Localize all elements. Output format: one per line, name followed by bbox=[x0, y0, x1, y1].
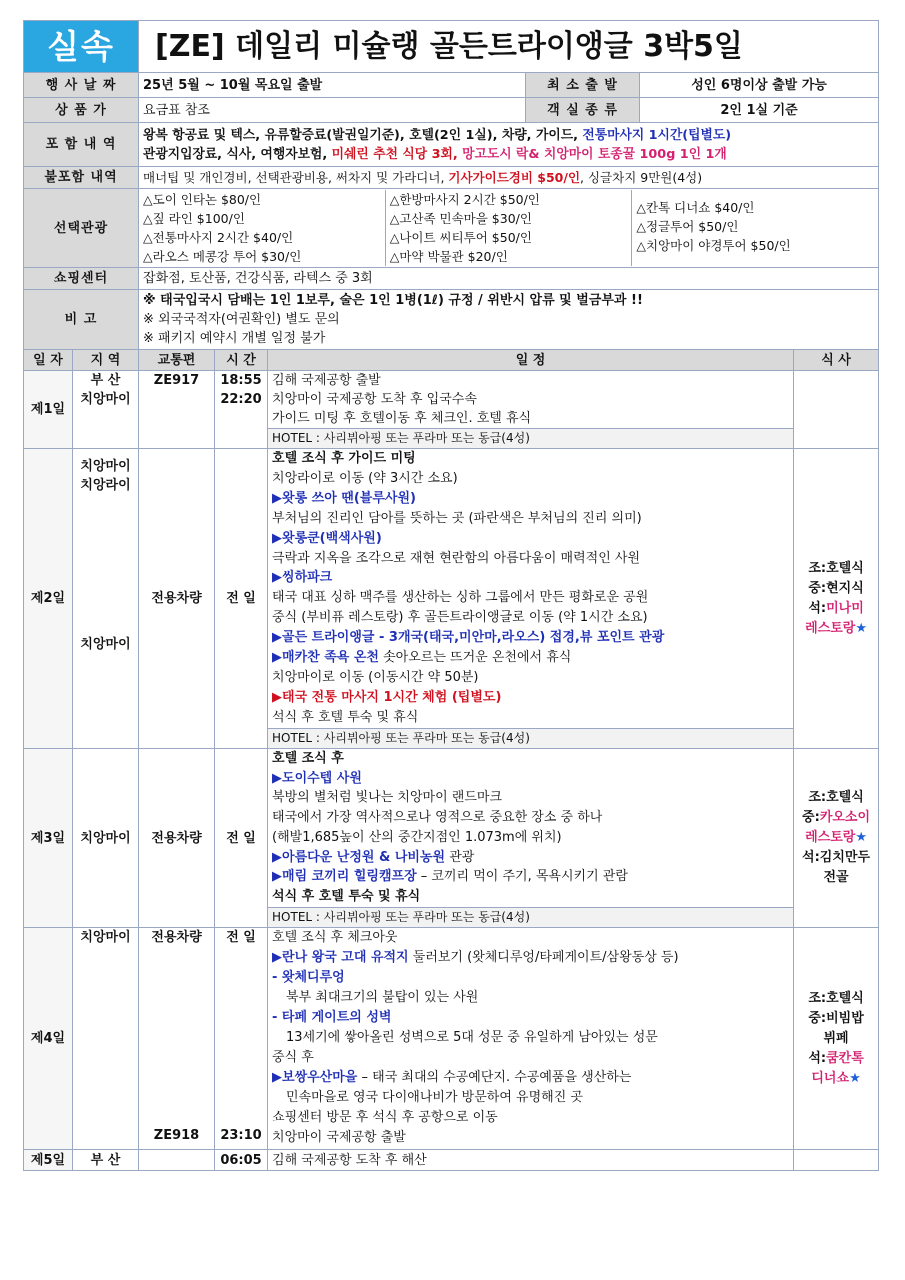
min-depart-label: 최 소 출 발 bbox=[526, 73, 640, 98]
attraction-doi-suthep: ▶도이수텝 사원 bbox=[272, 770, 362, 786]
exclude-text-1: 매너팁 및 개인경비, 선택관광비용, 써차지 및 가라디너, bbox=[143, 170, 449, 185]
option-column-2 bbox=[386, 190, 633, 266]
day1-time bbox=[215, 371, 268, 449]
schedule-line: 석식 후 호텔 투숙 및 휴식 bbox=[272, 709, 419, 725]
itinerary-page bbox=[23, 20, 878, 1171]
schedule-line bbox=[272, 848, 789, 868]
option-item: △도이 인타논 $80/인 bbox=[143, 192, 262, 207]
day3-time: 전 일 bbox=[215, 749, 268, 928]
schedule-line: 가이드 미팅 후 호텔이동 후 체크인. 호텔 휴식 bbox=[272, 411, 532, 426]
schedule-line: 민속마을로 영국 다이애나비가 방문하여 유명해진 곳 bbox=[286, 1090, 583, 1105]
schedule-line bbox=[272, 1068, 789, 1088]
day1-region-1: 부 산 bbox=[90, 373, 121, 388]
schedule-line: 북부 최대크기의 불탑이 있는 사원 bbox=[286, 990, 479, 1005]
day4-region: 치앙마이 bbox=[73, 928, 139, 1150]
header-time: 시 간 bbox=[215, 350, 268, 371]
room-label: 객 실 종 류 bbox=[526, 98, 640, 123]
schedule-header-row bbox=[24, 350, 879, 371]
day1-region bbox=[73, 371, 139, 449]
day5-schedule: 김해 국제공항 도착 후 해산 bbox=[268, 1150, 794, 1171]
info-row-date bbox=[24, 73, 879, 98]
attraction-orchid-garden: ▶아름다운 난정원 & 나비농원 bbox=[272, 849, 446, 865]
day4-transport bbox=[139, 928, 215, 1150]
day5-row bbox=[24, 1150, 879, 1171]
meal-dinner-2 bbox=[798, 1069, 874, 1089]
exclude-guide-fee: 기사가이드경비 $50/인 bbox=[448, 170, 581, 185]
schedule-line: 부처님의 진리인 담아를 뜻하는 곳 (파란색은 부처님의 진리 의미) bbox=[272, 510, 642, 526]
day3-schedule bbox=[268, 749, 794, 908]
header-region: 지 역 bbox=[73, 350, 139, 371]
schedule-text: 둘러보기 (왓체디루엉/타페게이트/삼왕동상 등) bbox=[408, 950, 679, 965]
schedule-line: 13세기에 쌓아올린 성벽으로 5대 성문 중 유일하게 남아있는 성문 bbox=[286, 1030, 658, 1045]
day1-schedule bbox=[268, 371, 794, 429]
schedule-line: 중식 후 bbox=[272, 1050, 314, 1065]
day3-region: 치앙마이 bbox=[73, 749, 139, 928]
schedule-line bbox=[272, 648, 789, 668]
day5-region: 부 산 bbox=[73, 1150, 139, 1171]
meal-dinner-2: 전골 bbox=[823, 870, 849, 885]
meal-prefix: 석: bbox=[808, 1050, 827, 1066]
room-value: 2인 1실 기준 bbox=[640, 98, 879, 123]
header-schedule: 일 정 bbox=[268, 350, 794, 371]
shopping-value: 잡화점, 토산품, 건강식품, 라텍스 중 3회 bbox=[139, 268, 879, 290]
meal-prefix: 중: bbox=[802, 810, 820, 825]
header-day: 일 자 bbox=[24, 350, 73, 371]
note-value bbox=[139, 290, 879, 350]
schedule-text: – 태국 최대의 수공예단지. 수공예품을 생산하는 bbox=[357, 1070, 632, 1085]
option-item: △고산족 민속마을 $30/인 bbox=[389, 211, 532, 226]
meal-prefix: 석: bbox=[808, 600, 827, 616]
day3-hotel: HOTEL : 사리뷔아핑 또는 푸라마 또는 동급(4성) bbox=[268, 908, 794, 928]
title-row bbox=[24, 21, 879, 73]
day4-transport-2: ZE918 bbox=[153, 1128, 200, 1143]
day1-time-1: 18:55 bbox=[220, 373, 262, 388]
exclude-label: 불포함 내역 bbox=[24, 167, 139, 189]
option-item: △한방마사지 2시간 $50/인 bbox=[389, 192, 540, 207]
day2-region-3: 치앙마이 bbox=[80, 637, 131, 652]
include-text-2: 관광지입장료, 식사, 여행자보험, bbox=[143, 146, 332, 162]
day2-transport: 전용차량 bbox=[139, 449, 215, 749]
schedule-line: 김해 국제공항 출발 bbox=[272, 373, 381, 388]
meal-breakfast: 조:호텔식 bbox=[808, 990, 864, 1006]
meal-restaurant: 미나미 bbox=[826, 600, 864, 616]
option-item: △칸톡 디너쇼 $40/인 bbox=[636, 200, 755, 215]
travel-date-value: 25년 5월 ~ 10월 목요일 출발 bbox=[139, 73, 526, 98]
day2-schedule bbox=[268, 449, 794, 729]
schedule-line: 태국 대표 싱하 맥주를 생산하는 싱하 그룹에서 만든 평화로운 공원 bbox=[272, 590, 649, 606]
note-line-1: ※ 태국입국시 담배는 1인 1보루, 술은 1인 1병(1ℓ) 규정 / 위반시 압류 및 벌금부과 !! bbox=[143, 293, 643, 308]
info-row-include bbox=[24, 123, 879, 167]
schedule-line: 북방의 별처럼 빛나는 치앙마이 랜드마크 bbox=[272, 790, 503, 806]
include-michelin: 미쉐린 추천 식당 3회, bbox=[331, 146, 463, 162]
schedule-line: 태국에서 가장 역사적으로나 영적으로 중요한 장소 중 하나 bbox=[272, 810, 603, 826]
note-label: 비 고 bbox=[24, 290, 139, 350]
meal-restaurant: 쿰칸톡 bbox=[826, 1050, 864, 1066]
day3-meal bbox=[794, 749, 879, 928]
day2-label: 제2일 bbox=[24, 449, 73, 749]
schedule-line: (해발1,685높이 산의 중간지점인 1.073m에 위치) bbox=[272, 829, 562, 845]
include-massage: 전통마사지 1시간(팁별도) bbox=[582, 127, 732, 143]
include-label: 포 함 내 역 bbox=[24, 123, 139, 167]
page-title: [ZE] 데일리 미슐랭 골든트라이앵글 3박5일 bbox=[139, 21, 879, 73]
option-columns bbox=[139, 190, 878, 266]
day5-time: 06:05 bbox=[215, 1150, 268, 1171]
star-icon: ★ bbox=[849, 1070, 861, 1086]
day2-region bbox=[73, 449, 139, 749]
option-item: △치앙마이 야경투어 $50/인 bbox=[636, 238, 791, 253]
option-item: △나이트 씨티투어 $50/인 bbox=[389, 230, 532, 245]
attraction-lanna-ruins: ▶란나 왕국 고대 유적지 bbox=[272, 950, 409, 965]
include-gift: 망고도시 락& 치앙마이 토종꿀 100g 1인 1개 bbox=[462, 146, 727, 162]
day2-time: 전 일 bbox=[215, 449, 268, 749]
option-item: △전통마사지 2시간 $40/인 bbox=[143, 230, 294, 245]
day1-region-2: 치앙마이 bbox=[80, 392, 131, 407]
schedule-line: 쇼핑센터 방문 후 석식 후 공항으로 이동 bbox=[272, 1110, 498, 1125]
meal-dinner-2 bbox=[798, 619, 874, 639]
attraction-white-temple: ▶왓롱쿤(백색사원) bbox=[272, 530, 382, 546]
day1-row bbox=[24, 371, 879, 429]
meal-lunch-2: 뷔페 bbox=[823, 1030, 849, 1046]
attraction-singha-park: ▶씽하파크 bbox=[272, 570, 333, 586]
meal-restaurant: 레스토랑 bbox=[805, 620, 856, 636]
day5-transport bbox=[139, 1150, 215, 1171]
travel-date-label: 행 사 날 짜 bbox=[24, 73, 139, 98]
header-transport: 교통편 bbox=[139, 350, 215, 371]
day4-time-1: 전 일 bbox=[226, 930, 256, 945]
option-column-3 bbox=[632, 190, 878, 266]
schedule-line: 치앙마이 국제공항 도착 후 입국수속 bbox=[272, 392, 477, 407]
meal-lunch: 중:현지식 bbox=[808, 580, 864, 596]
meal-restaurant: 카오소이 bbox=[819, 810, 871, 825]
info-row-price bbox=[24, 98, 879, 123]
option-item: △라오스 메콩강 투어 $30/인 bbox=[143, 249, 302, 264]
day4-transport-1: 전용차량 bbox=[151, 930, 202, 945]
info-row-note bbox=[24, 290, 879, 350]
schedule-text: 솟아오르는 뜨거운 온천에서 휴식 bbox=[378, 650, 572, 666]
schedule-line: 호텔 조식 후 bbox=[272, 751, 344, 766]
option-label: 선택관광 bbox=[24, 189, 139, 268]
day1-label: 제1일 bbox=[24, 371, 73, 449]
attraction-wat-chedi-luang: - 왓체디루엉 bbox=[272, 970, 345, 985]
day4-time-2: 23:10 bbox=[220, 1128, 262, 1143]
info-row-shopping bbox=[24, 268, 879, 290]
info-row-exclude bbox=[24, 167, 879, 189]
day3-transport: 전용차량 bbox=[139, 749, 215, 928]
schedule-line: 치앙마이 국제공항 출발 bbox=[272, 1130, 406, 1145]
meal-lunch-2 bbox=[798, 828, 874, 848]
star-icon: ★ bbox=[855, 620, 867, 636]
min-depart-value: 성인 6명이상 출발 가능 bbox=[640, 73, 879, 98]
day2-region-1: 치앙마이 bbox=[80, 459, 131, 474]
day4-row bbox=[24, 928, 879, 1150]
attraction-blue-temple: ▶왓롱 쓰아 땐(블루사원) bbox=[272, 490, 416, 506]
exclude-text-2: , 싱글차지 9만원(4성) bbox=[580, 170, 703, 185]
option-item: △짚 라인 $100/인 bbox=[143, 211, 245, 226]
attraction-hot-spring: ▶매카찬 족욕 온천 bbox=[272, 650, 379, 666]
include-value bbox=[139, 123, 879, 167]
day4-schedule bbox=[268, 928, 794, 1150]
option-column-1 bbox=[139, 190, 386, 266]
schedule-line: 치앙라이로 이동 (약 3시간 소요) bbox=[272, 470, 458, 486]
day5-label: 제5일 bbox=[24, 1150, 73, 1171]
option-item: △마약 박물관 $20/인 bbox=[389, 249, 508, 264]
schedule-line bbox=[272, 948, 789, 968]
note-line-2: ※ 외국국적자(여권확인) 별도 문의 bbox=[143, 312, 340, 327]
meal-restaurant: 레스토랑 bbox=[805, 830, 856, 845]
shopping-label: 쇼핑센터 bbox=[24, 268, 139, 290]
day3-row bbox=[24, 749, 879, 908]
day2-hotel: HOTEL : 사리뷔아핑 또는 푸라마 또는 동급(4성) bbox=[268, 729, 794, 749]
meal-lunch: 중:비빔밥 bbox=[808, 1010, 864, 1026]
price-value: 요금표 참조 bbox=[139, 98, 526, 123]
day4-label: 제4일 bbox=[24, 928, 73, 1150]
day1-transport: ZE917 bbox=[139, 371, 215, 449]
title-badge: 실속 bbox=[24, 21, 139, 73]
exclude-value bbox=[139, 167, 879, 189]
attraction-golden-triangle: ▶골든 트라이앵글 - 3개국(태국,미안마,라오스) 접경,뷰 포인트 관광 bbox=[272, 630, 665, 646]
schedule-line: 호텔 조식 후 체크아웃 bbox=[272, 930, 398, 945]
meal-lunch bbox=[798, 808, 874, 828]
attraction-bo-sang-village: ▶보쌍우산마을 bbox=[272, 1070, 358, 1085]
meal-dinner: 석:김치만두 bbox=[802, 850, 871, 865]
day5-meal bbox=[794, 1150, 879, 1171]
include-text-1: 왕복 항공료 및 텍스, 유류할증료(발권일기준), 호텔(2인 1실), 차량, 가이드, bbox=[143, 127, 583, 143]
day1-meal bbox=[794, 371, 879, 449]
schedule-line bbox=[272, 867, 789, 887]
day2-row bbox=[24, 449, 879, 729]
header-meal: 식 사 bbox=[794, 350, 879, 371]
attraction-tha-phae-gate: - 타페 게이트의 성벽 bbox=[272, 1010, 392, 1025]
day3-label: 제3일 bbox=[24, 749, 73, 928]
meal-dinner bbox=[798, 599, 874, 619]
schedule-text: – 코끼리 먹이 주기, 목욕시키기 관람 bbox=[416, 869, 628, 885]
note-line-3: ※ 패키지 예약시 개별 일정 불가 bbox=[143, 331, 326, 346]
price-label: 상 품 가 bbox=[24, 98, 139, 123]
day1-time-2: 22:20 bbox=[220, 392, 262, 407]
schedule-line: 호텔 조식 후 가이드 미팅 bbox=[272, 451, 416, 466]
attraction-thai-massage: ▶태국 전통 마사지 1시간 체험 (팁별도) bbox=[272, 689, 502, 705]
meal-breakfast: 조:호텔식 bbox=[808, 790, 864, 805]
attraction-elephant-camp: ▶매림 코끼리 힐링캠프장 bbox=[272, 869, 417, 885]
day2-meal bbox=[794, 449, 879, 749]
meal-dinner bbox=[798, 1049, 874, 1069]
day4-meal bbox=[794, 928, 879, 1150]
itinerary-table bbox=[23, 20, 879, 1171]
day1-hotel: HOTEL : 사리뷔아핑 또는 푸라마 또는 동급(4성) bbox=[268, 429, 794, 449]
option-item: △정글투어 $50/인 bbox=[636, 219, 739, 234]
schedule-line: 중식 (부비퓨 레스토랑) 후 골든트라이앵글로 이동 (약 1시간 소요) bbox=[272, 610, 648, 626]
meal-breakfast: 조:호텔식 bbox=[808, 560, 864, 576]
star-icon: ★ bbox=[855, 830, 867, 845]
meal-restaurant: 디너쇼 bbox=[811, 1070, 850, 1086]
schedule-line: 치앙마이로 이동 (이동시간 약 50분) bbox=[272, 669, 479, 685]
day2-region-2: 치앙라이 bbox=[80, 478, 131, 493]
info-row-options bbox=[24, 189, 879, 268]
schedule-line: 극락과 지옥을 조각으로 재현 현란함의 아름다움이 매력적인 사원 bbox=[272, 550, 641, 566]
schedule-text: 관광 bbox=[445, 849, 475, 865]
schedule-line: 석식 후 호텔 투숙 및 휴식 bbox=[272, 888, 421, 904]
option-value bbox=[139, 189, 879, 268]
day4-time bbox=[215, 928, 268, 1150]
